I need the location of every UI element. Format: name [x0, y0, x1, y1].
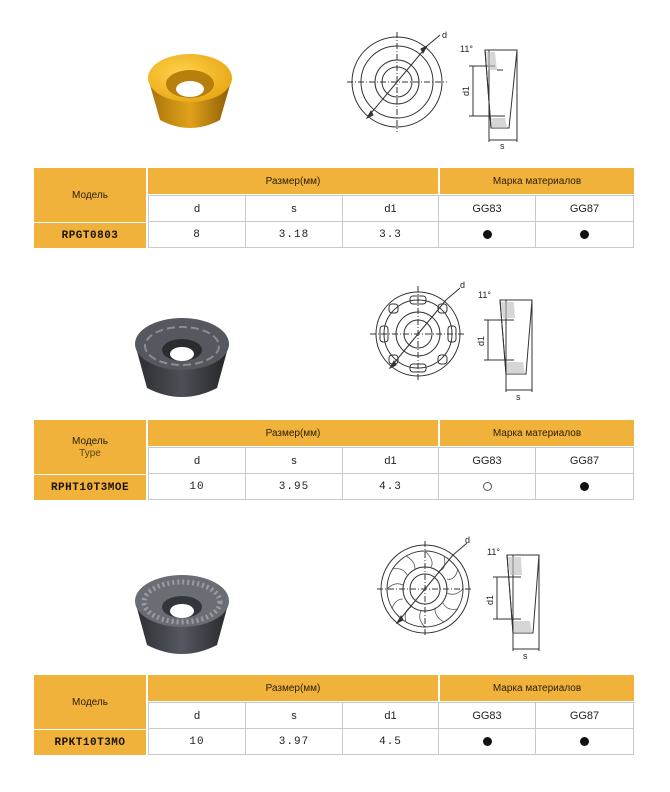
availability-dot [580, 482, 589, 491]
insert-photo-3 [125, 565, 240, 665]
model-header-2 [34, 420, 146, 474]
model-sublabel-2: Type [79, 447, 101, 459]
col-d-1: d [148, 195, 246, 222]
drawing-label-angle-2: 11° [478, 290, 491, 300]
col-d-2: d [148, 447, 246, 474]
model-label-3: Модель [72, 696, 108, 708]
mark-gg83-1 [438, 221, 536, 248]
value-d1-1: 3.3 [342, 221, 439, 248]
product-block-1 [0, 0, 670, 250]
col-d1-3: d1 [342, 702, 439, 729]
value-d-1: 8 [148, 221, 246, 248]
technical-drawing-3 [375, 533, 565, 663]
col-s-1: s [245, 195, 343, 222]
drawing-label-s-1: s [500, 141, 505, 150]
col-d1-1: d1 [342, 195, 439, 222]
value-d-3: 10 [148, 728, 246, 755]
col-s-2: s [245, 447, 343, 474]
drawing-label-angle-1: 11° [460, 44, 473, 54]
grade-gg87-3: GG87 [535, 702, 634, 729]
col-d-3: d [148, 702, 246, 729]
grade-gg87-1: GG87 [535, 195, 634, 222]
mark-gg83-2 [438, 473, 536, 500]
drawing-label-s-2: s [516, 392, 521, 402]
model-code-3: RPKT10T3MO [34, 730, 146, 755]
drawing-label-d1-3: d1 [485, 594, 495, 605]
drawing-label-d-1: d [442, 30, 448, 40]
col-d1-2: d1 [342, 447, 439, 474]
value-s-2: 3.95 [245, 473, 343, 500]
brand-header-3: Марка материалов [440, 675, 634, 701]
value-d1-3: 4.5 [342, 728, 439, 755]
value-d1-2: 4.3 [342, 473, 439, 500]
grade-gg83-2: GG83 [438, 447, 536, 474]
drawing-label-s-3: s [523, 651, 528, 661]
mark-gg83-3 [438, 728, 536, 755]
value-s-3: 3.97 [245, 728, 343, 755]
insert-photo-1 [140, 40, 240, 140]
model-code-2: RPHT10T3MOE [34, 475, 146, 500]
availability-dot [580, 230, 589, 239]
drawing-label-angle-3: 11° [487, 547, 500, 557]
grade-gg83-3: GG83 [438, 702, 536, 729]
drawing-label-d1-1: d1 [461, 85, 471, 96]
model-label-1: Модель [72, 189, 108, 201]
brand-header-1: Марка материалов [440, 168, 634, 194]
grade-gg87-2: GG87 [535, 447, 634, 474]
spec-table-1 [34, 168, 634, 248]
mark-gg87-1 [535, 221, 634, 248]
spec-table-2 [34, 420, 634, 500]
model-header-3 [34, 675, 146, 729]
availability-dot [580, 737, 589, 746]
product-block-3 [0, 525, 670, 785]
availability-dot [483, 737, 492, 746]
spec-table-3 [34, 675, 634, 755]
size-header-1: Размер(мм) [148, 168, 438, 194]
technical-drawing-2 [370, 280, 560, 405]
drawing-label-d1-2: d1 [476, 335, 486, 346]
model-header-1 [34, 168, 146, 222]
size-header-3: Размер(мм) [148, 675, 438, 701]
product-block-2 [0, 270, 670, 500]
grade-gg83-1: GG83 [438, 195, 536, 222]
value-s-1: 3.18 [245, 221, 343, 248]
technical-drawing-1 [345, 30, 545, 150]
mark-gg87-3 [535, 728, 634, 755]
size-header-2: Размер(мм) [148, 420, 438, 446]
availability-dot [483, 230, 492, 239]
model-label-2: Модель [72, 435, 108, 447]
insert-photo-2 [125, 308, 240, 408]
drawing-label-d-2: d [460, 280, 466, 290]
availability-dot-hollow [483, 482, 492, 491]
mark-gg87-2 [535, 473, 634, 500]
col-s-3: s [245, 702, 343, 729]
value-d-2: 10 [148, 473, 246, 500]
brand-header-2: Марка материалов [440, 420, 634, 446]
model-code-1: RPGT0803 [34, 223, 146, 248]
drawing-label-d-3: d [465, 535, 471, 545]
